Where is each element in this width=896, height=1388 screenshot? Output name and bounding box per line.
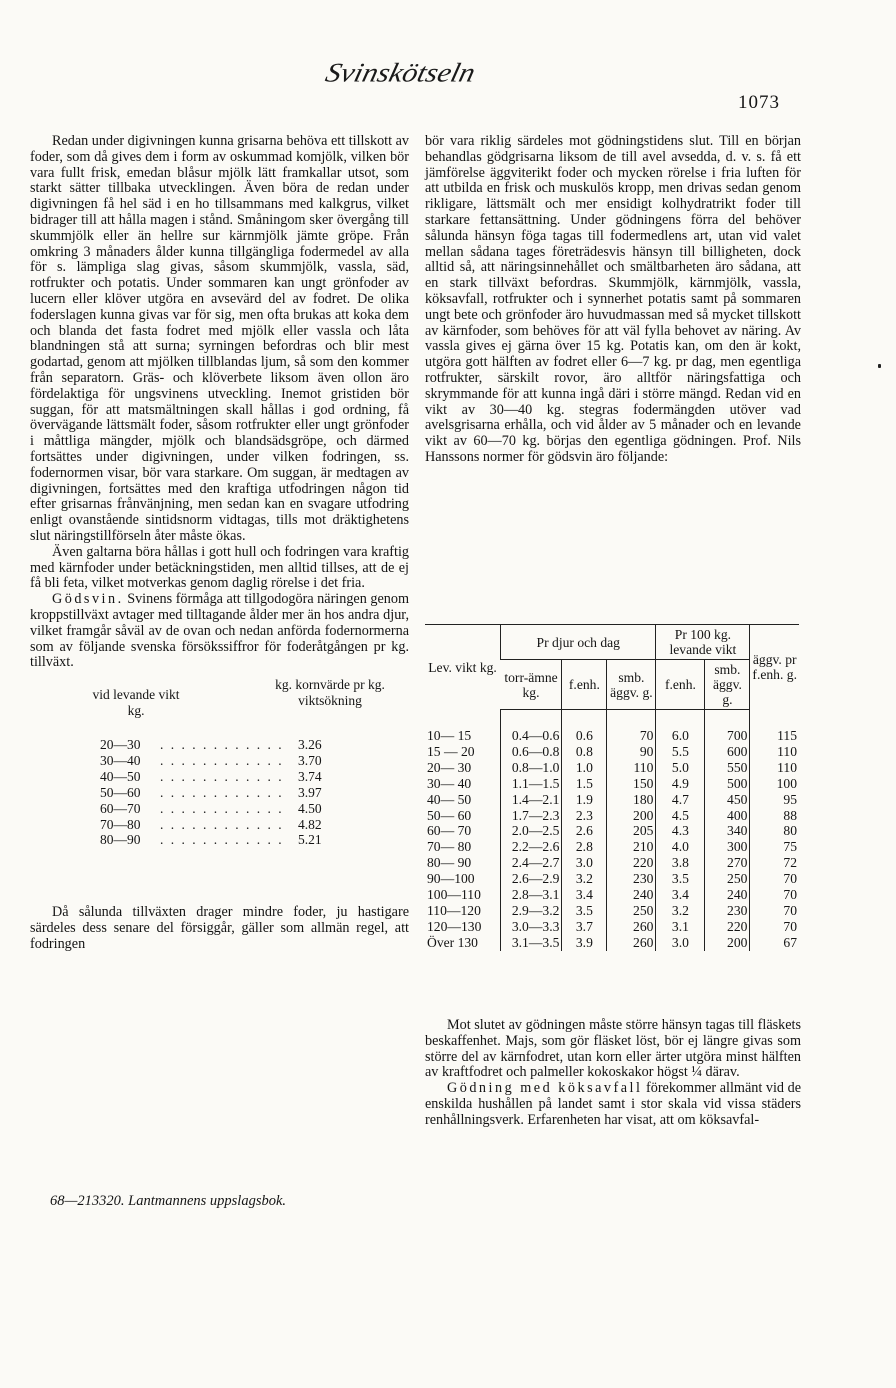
- cell-torrämne: 2.6—2.9: [501, 871, 562, 887]
- kornvarde-row: [30, 769, 409, 785]
- cell-torrämne: 2.4—2.7: [501, 855, 562, 871]
- cell-fenh-100: 3.0: [656, 935, 705, 951]
- header-fenh-100: f.enh.: [656, 660, 705, 710]
- margin-mark: [878, 364, 881, 368]
- dot-leader: . . . . . . . . . . . .: [160, 737, 284, 753]
- cell-aggv-pr-fenh: 95: [750, 792, 799, 808]
- cell-smb-aggv: 200: [607, 808, 656, 824]
- kornvarde-row: [30, 801, 409, 817]
- section-heading-godsvin: Gödsvin.: [52, 591, 124, 608]
- cell-aggv-pr-fenh: 100: [750, 776, 799, 792]
- cell-smb-aggv-100: 400: [705, 808, 750, 824]
- header-smb-aggv-100: smb. äggv. g.: [705, 660, 750, 710]
- cell-torrämne: 2.2—2.6: [501, 839, 562, 855]
- cell-fenh: 3.5: [562, 903, 607, 919]
- cell-fenh-100: 4.9: [656, 776, 705, 792]
- cell-fenh-100: 3.2: [656, 903, 705, 919]
- cell-lev-vikt: 50— 60: [427, 807, 472, 823]
- cell-aggv-pr-fenh: 115: [750, 728, 799, 744]
- dot-leader: . . . . . . . . . . . .: [160, 832, 284, 848]
- paragraph-digivning: Redan under digivningen kunna grisarna behöva ett tillskott av foder, som då gives dem i form av oskummad komjölk, vilken bör vara fullt frisk, emedan blåsur mjölk lätt framkallar utsot, som starkt sätter tillbaka utvecklingen. Även böra de redan under digivningen få hel säd i en ho tillsammans med kalkgrus, vilket bidrager till att hålla magen i stånd. Småningom sker övergång till skummjölk eller än hellre sur kärnmjölk jämte gröpe. Från omkring 3 månaders ålder kunna tillgängliga fodermedel av alla för s. lämpliga slag givas, såsom skummjölk, vassla, säd, rotfrukter och potatis. Under sommaren kan ungt grönfoder av lucern eller klöver utgöra en avsevärd del av fodret. De olika foderslagen kunna givas var för sig, men ofta brukas att koka dem och blanda det fasta fodret med mjölk eller vassla och låta blandningen stå att surna; syrningen befordras och blir mest godartad, genom att mjölken tillblandas ljum, så som den kommer från separatorn. Gräs- och klöverbete liksom även ollon äro fördelaktiga för ungsvinens utveckling. Inemot gristiden bör suggan, för att matsmältningen skall hållas i god ordning, få övervägande lättsmält foder, såsom rotfrukter eller ungt grönfoder i måttliga mängder, mjölk och blandsädsgröpe, och därmed fortsättes under digivningen, under vilken fodringen, ss. fodernormen visar, bör vara starkare. Om suggan, är medtagen av digivningen, fortsättes med den kraftiga utfodringen någon tid efter grisarnas frånvänjning, men sedan kan en svagare utfodring enligt ovanstående sintidsnorm vidtagas, tills mot dräktighetens slut näringstillförseln åter måste ökas.: [30, 133, 409, 544]
- paragraph-tillvaxt: Då sålunda tillväxten drager mindre foder, ju hastigare särdeles dess senare del försiggår, gäller som allmän regel, att fodringen: [30, 904, 409, 952]
- cell-fenh: 1.0: [562, 760, 607, 776]
- kornvarde-weight: 70—80: [100, 816, 141, 832]
- cell-fenh: 3.9: [562, 935, 607, 951]
- paragraph-slutet: Mot slutet av gödningen måste större hänsyn tagas till fläskets beskaffenhet. Majs, som gör fläsket löst, bör ej längre givas som större del av kärnfodret, utan korn eller ärter utgöra minst hälften av kraftfodret och palmeller kokoskakor högst ¼ därav.: [425, 1017, 801, 1081]
- cell-fenh-100: 4.0: [656, 839, 705, 855]
- kornvarde-rows: [30, 737, 409, 848]
- kornvarde-col-value-header: kg. kornvärde pr kg. viktsökning: [275, 677, 385, 708]
- cell-smb-aggv: 180: [607, 792, 656, 808]
- kornvarde-row: [30, 832, 409, 848]
- kornvarde-value: 3.97: [298, 784, 322, 800]
- norm-table-row: [425, 728, 799, 744]
- header-fenh: f.enh.: [562, 660, 607, 710]
- paragraph-koksavfall: [425, 1081, 801, 1128]
- cell-smb-aggv: 210: [607, 839, 656, 855]
- cell-lev-vikt: 80— 90: [427, 855, 472, 871]
- cell-fenh-100: 3.1: [656, 919, 705, 935]
- header-torrämne: torr-ämne kg.: [501, 660, 562, 710]
- kornvarde-weight: 20—30: [100, 737, 141, 753]
- cell-aggv-pr-fenh: 70: [750, 871, 799, 887]
- norm-table-row: [425, 855, 799, 871]
- header-aggv-pr-fenh: äggv. pr f.enh. g.: [750, 625, 799, 710]
- norm-table-row: [425, 903, 799, 919]
- cell-fenh-100: 6.0: [656, 728, 705, 744]
- cell-smb-aggv: 260: [607, 935, 656, 951]
- cell-lev-vikt: 20— 30: [427, 759, 472, 775]
- kornvarde-row: [30, 817, 409, 833]
- dot-leader: . . . . . . . . . . . .: [160, 816, 284, 832]
- cell-lev-vikt: 100—110: [427, 887, 481, 903]
- left-column: [30, 134, 409, 952]
- cell-torrämne: 3.1—3.5: [501, 935, 562, 951]
- cell-torrämne: 0.8—1.0: [501, 760, 562, 776]
- cell-lev-vikt: 120—130: [427, 918, 482, 934]
- cell-lev-vikt: 90—100: [427, 871, 475, 887]
- cell-smb-aggv: 150: [607, 776, 656, 792]
- norm-table-row: [425, 935, 799, 951]
- norm-table-body: [425, 710, 799, 951]
- cell-lev-vikt: 70— 80: [427, 839, 472, 855]
- cell-fenh-100: 4.5: [656, 808, 705, 824]
- norm-table-row: [425, 887, 799, 903]
- cell-torrämne: 2.0—2.5: [501, 823, 562, 839]
- right-column-lower: [425, 1018, 801, 1129]
- dot-leader: . . . . . . . . . . . .: [160, 784, 284, 800]
- godsvin-norm-table: [425, 624, 799, 951]
- cell-fenh: 1.9: [562, 792, 607, 808]
- cell-aggv-pr-fenh: 67: [750, 935, 799, 951]
- cell-fenh: 2.3: [562, 808, 607, 824]
- cell-smb-aggv: 220: [607, 855, 656, 871]
- dot-leader: . . . . . . . . . . . .: [160, 768, 284, 784]
- cell-smb-aggv-100: 200: [705, 935, 750, 951]
- cell-aggv-pr-fenh: 72: [750, 855, 799, 871]
- cell-smb-aggv-100: 600: [705, 744, 750, 760]
- cell-fenh-100: 4.3: [656, 823, 705, 839]
- page-footer: 68—213320. Lantmannens uppslagsbok.: [50, 1193, 287, 1209]
- paragraph-godning-continued: bör vara riklig särdeles mot gödningstidens slut. Till en början behandlas gödgrisarna liksom de till avel avsedda, d. v. s. få ett jämförelse äggviterikt foder och mycken rörelse i fria luften för att utbilda en frisk och muskulös kropp, men drivas sedan genom rikligare, lättsmält och mer ensidigt kolhydratrikt foder till starkare fettansättning. Under gödningens förra del behöver sålunda hänsyn föga tagas till fodermedlens art, utan vid valet mellan sådana tages företrädesvis hänsyn till billigheten, dock alltid så, att näringsinnehållet och smältbarheten äro sådana, att en stark tillväxt befordras. Skummjölk, kärnmjölk, vassla, köksavfall, rotfrukter och i synnerhet potatis samt på sommaren ungt bete och grönfoder äro huvudmassan med så mycket tillskott av kärnfoder, som behöves för att väl fylla behovet av näring. Av vassla gives ej gärna över 15 kg. Potatis kan, om den är kokt, utgöra gott hälften av fodret eller 6—7 kg. pr dag, men egentliga rotfrukter, särskilt rovor, äro alltför näringsfattiga och skrymmande för att kunna ingå däri i större mängd. Redan vid en vikt av 30—40 kg. stegras fodermängden utöver vad avelsgrisarna erhålla, och vid ålder av 5 månader och en levande vikt av 60—70 kg. börjas den egentliga gödningen. Prof. Nils Hanssons normer för gödsvin äro följande:: [425, 133, 801, 465]
- cell-lev-vikt: 10— 15: [427, 728, 472, 743]
- kornvarde-value: 4.82: [298, 816, 322, 832]
- dot-leader: . . . . . . . . . . . .: [160, 800, 284, 816]
- cell-smb-aggv: 240: [607, 887, 656, 903]
- cell-aggv-pr-fenh: 88: [750, 808, 799, 824]
- kornvarde-row: [30, 785, 409, 801]
- cell-fenh: 0.8: [562, 744, 607, 760]
- cell-fenh-100: 5.5: [656, 744, 705, 760]
- norm-table-row: [425, 760, 799, 776]
- cell-smb-aggv: 110: [607, 760, 656, 776]
- norm-table-row: [425, 776, 799, 792]
- cell-lev-vikt: 110—120: [427, 902, 481, 918]
- cell-fenh: 1.5: [562, 776, 607, 792]
- cell-fenh-100: 3.8: [656, 855, 705, 871]
- cell-smb-aggv-100: 340: [705, 823, 750, 839]
- cell-lev-vikt: 40— 50: [427, 791, 472, 807]
- cell-smb-aggv-100: 700: [705, 728, 750, 744]
- cell-torrämne: 2.8—3.1: [501, 887, 562, 903]
- kornvarde-value: 3.26: [298, 737, 322, 753]
- cell-fenh: 3.7: [562, 919, 607, 935]
- cell-fenh: 0.6: [562, 728, 607, 744]
- right-column: [425, 134, 801, 466]
- norm-table-row: [425, 792, 799, 808]
- cell-torrämne: 1.4—2.1: [501, 792, 562, 808]
- cell-fenh-100: 4.7: [656, 792, 705, 808]
- kornvarde-weight: 60—70: [100, 800, 141, 816]
- cell-aggv-pr-fenh: 110: [750, 744, 799, 760]
- norm-table-row: [425, 808, 799, 824]
- cell-fenh: 2.8: [562, 839, 607, 855]
- cell-smb-aggv-100: 550: [705, 760, 750, 776]
- kornvarde-row: [30, 737, 409, 753]
- cell-smb-aggv-100: 450: [705, 792, 750, 808]
- cell-fenh: 2.6: [562, 823, 607, 839]
- kornvarde-col-weight-header: vid levande vikt kg.: [92, 687, 180, 718]
- paragraph-galtar: Även galtarna böra hållas i gott hull och fodringen vara kraftig med kärnfoder under betäckningstiden, men alltid tillses, att de ej få bli feta, vilket motverkas genom daglig rörelse i det fria.: [30, 543, 409, 592]
- norm-table-wrap: [425, 624, 801, 951]
- cell-smb-aggv-100: 230: [705, 903, 750, 919]
- kornvarde-row: [30, 753, 409, 769]
- cell-smb-aggv-100: 240: [705, 887, 750, 903]
- cell-torrämne: 1.7—2.3: [501, 808, 562, 824]
- cell-smb-aggv-100: 250: [705, 871, 750, 887]
- paragraph-godsvin: [30, 592, 409, 671]
- cell-smb-aggv: 260: [607, 919, 656, 935]
- paragraph-godsvin-text: Svinens förmåga att tillgodogöra näringen genom kroppstillväxt avtager med tilltagande ålder mer än hos andra djur, vilket framgår såväl av de ovan och nedan anförda fodernormerna som av följande svenska försökssiffror för foderåtgången pr kg. tillväxt.: [30, 591, 409, 671]
- paragraph-koksavfall-text: förekommer allmänt vid de enskilda hushållen på landet samt i stor skala vid vissa städers renhållningsverk. Erfarenheten har visat, att om köksavfal-: [425, 1080, 801, 1128]
- cell-smb-aggv-100: 270: [705, 855, 750, 871]
- cell-smb-aggv-100: 500: [705, 776, 750, 792]
- section-heading-koksavfall: Gödning med köksavfall: [447, 1080, 643, 1097]
- kornvarde-weight: 30—40: [100, 752, 141, 768]
- kornvarde-table: [30, 677, 409, 899]
- header-smb-aggv: smb. äggv. g.: [607, 660, 656, 710]
- cell-aggv-pr-fenh: 70: [750, 919, 799, 935]
- norm-table-row: [425, 839, 799, 855]
- kornvarde-value: 4.50: [298, 800, 322, 816]
- kornvarde-weight: 50—60: [100, 784, 141, 800]
- cell-fenh: 3.2: [562, 871, 607, 887]
- header-lev-vikt: Lev. vikt kg.: [425, 625, 501, 710]
- cell-smb-aggv: 250: [607, 903, 656, 919]
- cell-fenh-100: 5.0: [656, 760, 705, 776]
- header-pr-100kg: Pr 100 kg. levande vikt: [656, 625, 750, 660]
- norm-table-row: [425, 823, 799, 839]
- cell-torrämne: 1.1—1.5: [501, 776, 562, 792]
- cell-fenh: 3.0: [562, 855, 607, 871]
- cell-fenh-100: 3.4: [656, 887, 705, 903]
- cell-smb-aggv-100: 300: [705, 839, 750, 855]
- cell-torrämne: 3.0—3.3: [501, 919, 562, 935]
- handwritten-title: Svinskötseln: [322, 58, 479, 88]
- cell-lev-vikt: 30— 40: [427, 775, 472, 791]
- kornvarde-value: 3.74: [298, 768, 322, 784]
- cell-aggv-pr-fenh: 75: [750, 839, 799, 855]
- norm-table-row: [425, 744, 799, 760]
- cell-smb-aggv: 205: [607, 823, 656, 839]
- cell-smb-aggv-100: 220: [705, 919, 750, 935]
- cell-torrämne: 0.4—0.6: [501, 728, 562, 744]
- norm-table-row: [425, 871, 799, 887]
- cell-aggv-pr-fenh: 70: [750, 903, 799, 919]
- cell-lev-vikt: 60— 70: [427, 823, 472, 839]
- kornvarde-weight: 40—50: [100, 768, 141, 784]
- cell-aggv-pr-fenh: 80: [750, 823, 799, 839]
- cell-fenh-100: 3.5: [656, 871, 705, 887]
- kornvarde-weight: 80—90: [100, 832, 141, 848]
- cell-aggv-pr-fenh: 110: [750, 760, 799, 776]
- header-pr-djur: Pr djur och dag: [501, 625, 656, 660]
- kornvarde-value: 5.21: [298, 832, 322, 848]
- kornvarde-value: 3.70: [298, 752, 322, 768]
- cell-smb-aggv: 90: [607, 744, 656, 760]
- dot-leader: . . . . . . . . . . . .: [160, 752, 284, 768]
- cell-torrämne: 2.9—3.2: [501, 903, 562, 919]
- cell-fenh: 3.4: [562, 887, 607, 903]
- cell-lev-vikt: 15 — 20: [427, 743, 475, 759]
- norm-table-row: [425, 919, 799, 935]
- cell-smb-aggv: 230: [607, 871, 656, 887]
- cell-aggv-pr-fenh: 70: [750, 887, 799, 903]
- cell-lev-vikt: Över 130: [427, 934, 478, 950]
- page-number: 1073: [738, 92, 780, 113]
- cell-smb-aggv: 70: [607, 728, 656, 744]
- cell-torrämne: 0.6—0.8: [501, 744, 562, 760]
